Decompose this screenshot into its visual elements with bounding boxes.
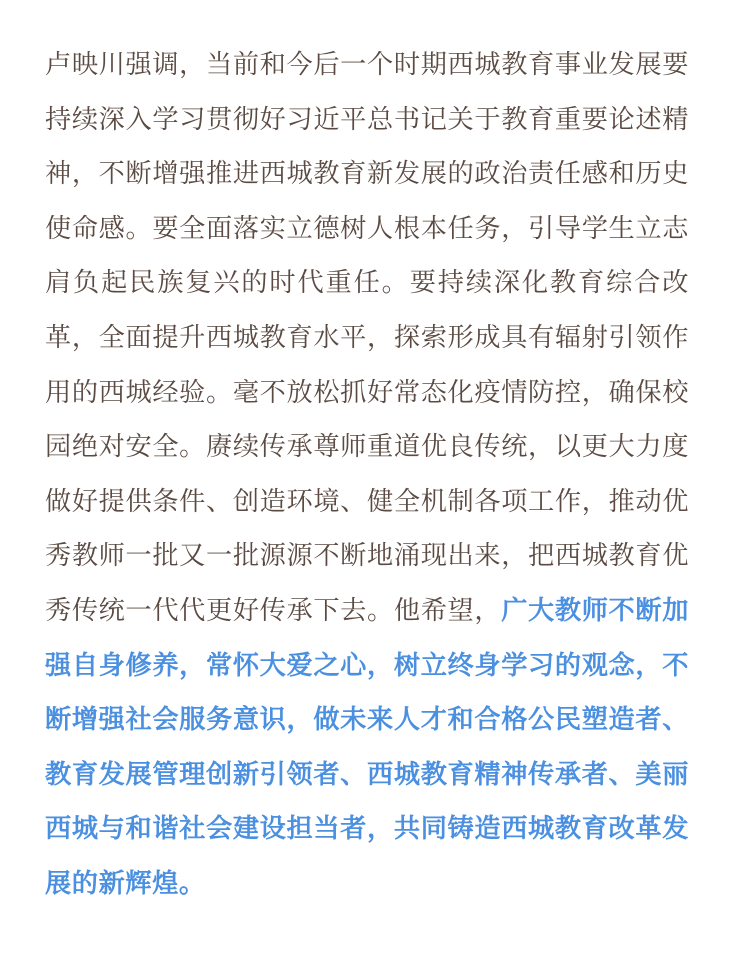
- paragraph-plain-text: 卢映川强调，当前和今后一个时期西城教育事业发展要持续深入学习贯彻好习近平总书记关于教育重要论述精神，不断增强推进西城教育新发展的政治责任感和历史使命感。要全面落实立德树人根本任务，引导学生立志肩负起民族复兴的时代重任。要持续深化教育综合改革，全面提升西城教育水平，探索形成具有辐射引领作用的西城经验。毫不放松抓好常态化疫情防控，确保校园绝对安全。赓续传承尊师重道优良传统，以更大力度做好提供条件、创造环境、健全机制各项工作，推动优秀教师一批又一批源源不断地涌现出来，把西城教育优秀传统一代代更好传承下去。他希望，: [45, 50, 689, 626]
- article-paragraph: [45, 38, 689, 912]
- paragraph-highlighted-text: 广大教师不断加强自身修养，常怀大爱之心，树立终身学习的观念，不断增强社会服务意识，做未来人才和合格公民塑造者、教育发展管理创新引领者、西城教育精神传承者、美丽西城与和谐社会建设担当者，共同铸造西城教育改革发展的新辉煌。: [45, 595, 690, 899]
- article-body: [45, 38, 689, 912]
